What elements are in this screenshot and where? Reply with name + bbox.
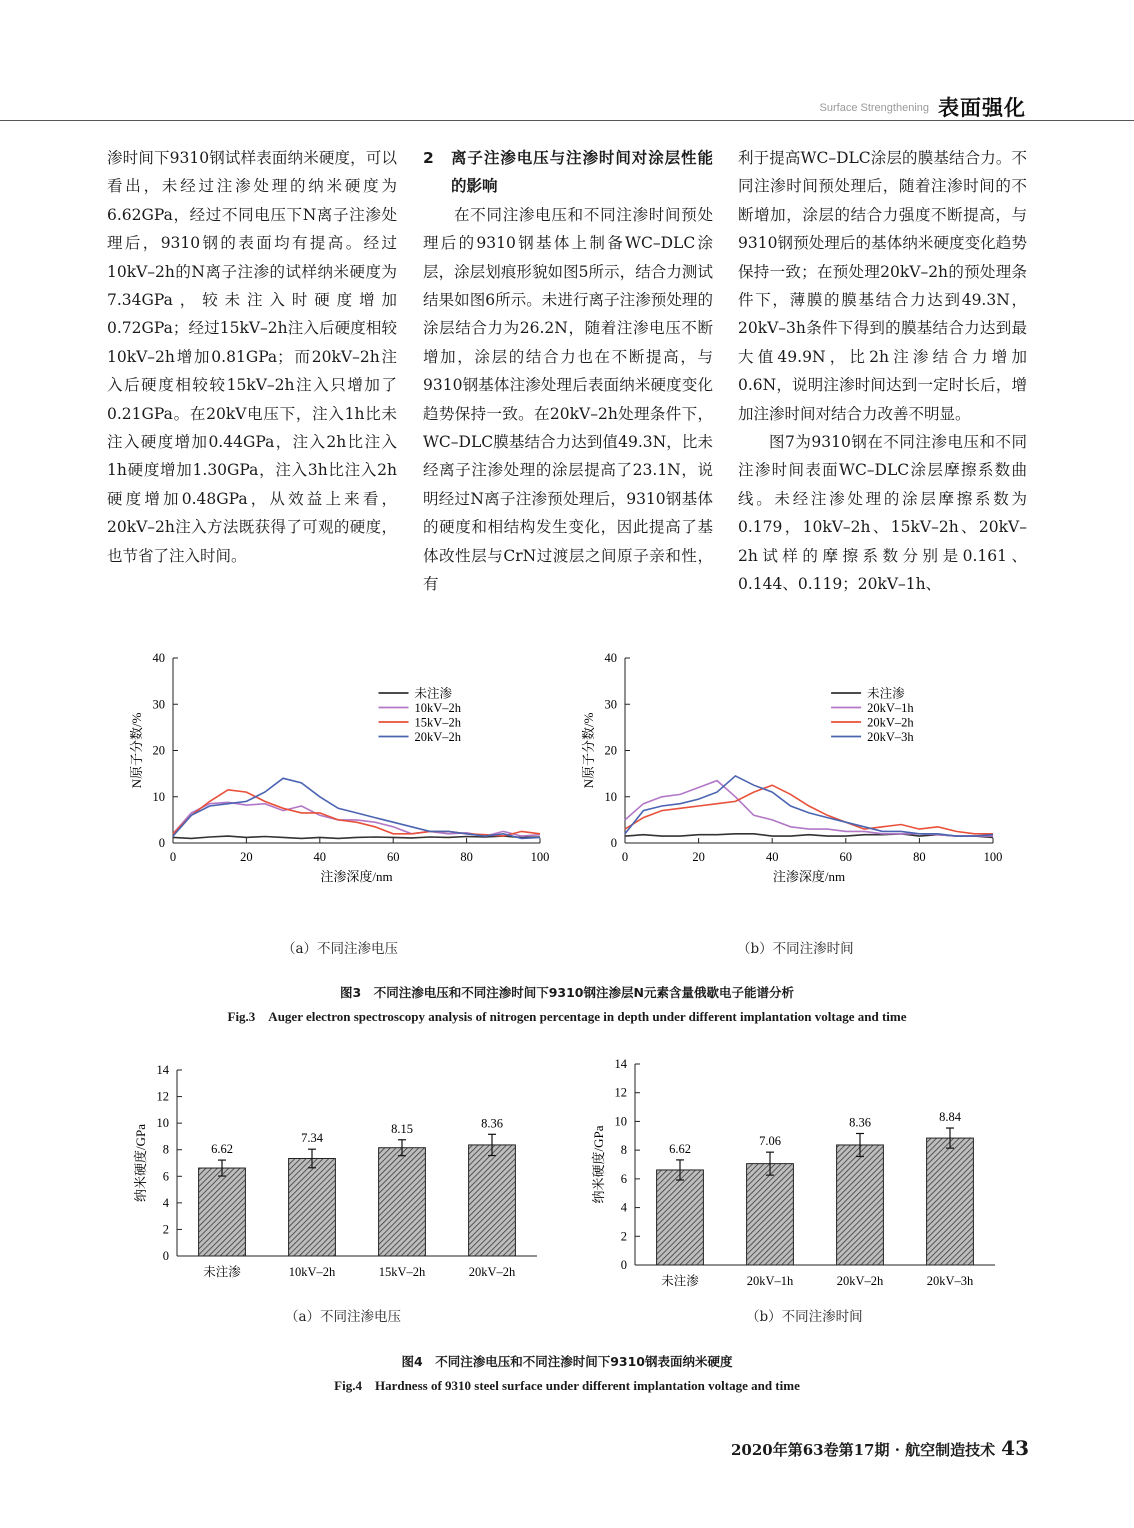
y-tick-label: 4 bbox=[620, 1200, 627, 1215]
x-axis-label: 注渗深度/nm bbox=[320, 869, 393, 884]
series-line bbox=[173, 778, 540, 838]
x-tick-label: 100 bbox=[983, 850, 1003, 864]
line-chart-svg bbox=[565, 645, 1005, 915]
journal-info: 2020年第63卷第17期 · 航空制造技术 bbox=[730, 1441, 996, 1459]
y-tick-label: 12 bbox=[156, 1089, 169, 1104]
text-column-1 bbox=[107, 144, 397, 570]
paragraph: 图7为9310钢在不同注渗电压和不同注渗时间表面WC–DLC涂层摩擦系数曲线。未经注渗处理的涂层摩擦系数为0.179，10kV–2h、15kV–2h、20kV–2h试样的摩擦系数分别是0.161、0.144、0.119；20kV–1h、 bbox=[738, 433, 1027, 594]
y-tick-label: 6 bbox=[162, 1169, 169, 1184]
category-label: 未注渗 bbox=[203, 1265, 241, 1279]
category-label: 20kV–3h bbox=[926, 1274, 974, 1288]
category-label: 20kV–2h bbox=[468, 1265, 516, 1279]
bar bbox=[657, 1170, 704, 1265]
y-tick-label: 10 bbox=[604, 789, 617, 804]
data-label: 8.36 bbox=[481, 1116, 503, 1131]
header-rule bbox=[0, 120, 1134, 121]
y-tick-label: 2 bbox=[620, 1229, 627, 1244]
y-tick-label: 40 bbox=[604, 651, 617, 665]
y-tick-label: 30 bbox=[152, 697, 165, 712]
x-tick-label: 20 bbox=[240, 850, 253, 864]
paragraph: 渗时间下9310钢试样表面纳米硬度，可以看出，未经过注渗处理的纳米硬度为6.62GPa，经过不同电压下N离子注渗处理后，9310钢的表面均有提高。经过10kV–2h的N离子注渗的试样纳米硬度为7.34GPa，较未注入时硬度增加0.72GPa；经过15kV–2h注入后硬度相较10kV–2h增加0.81GPa；而20kV–2h注入后硬度相较较15kV–2h注入只增加了0.21GPa。在20kV电压下，注入1h比未注入硬度增加0.44GPa，注入2h比注入1h硬度增加1.30GPa，注入3h比注入2h硬度增加0.48GPa，从效益上来看，20kV–2h注入方法既获得了可观的硬度，也节省了注入时间。 bbox=[107, 149, 397, 565]
legend-label: 未注渗 bbox=[414, 686, 453, 701]
legend-label: 20kV–1h bbox=[867, 701, 914, 715]
bar bbox=[199, 1168, 246, 1256]
header-chinese: 表面强化 bbox=[938, 96, 1026, 120]
data-label: 7.06 bbox=[759, 1134, 781, 1149]
page-footer bbox=[731, 1436, 1029, 1460]
section-heading bbox=[423, 144, 713, 201]
fig4-caption-cn: 图4 不同注渗电压和不同注渗时间下9310钢表面纳米硬度 bbox=[401, 1354, 733, 1369]
y-tick-label: 10 bbox=[152, 789, 165, 804]
category-label: 20kV–2h bbox=[836, 1274, 884, 1288]
bar bbox=[747, 1164, 794, 1265]
bar bbox=[469, 1145, 516, 1256]
y-tick-label: 0 bbox=[620, 1258, 627, 1272]
x-tick-label: 0 bbox=[169, 850, 177, 864]
paragraph: 利于提高WC–DLC涂层的膜基结合力。不同注渗时间预处理后，随着注渗时间的不断增加，涂层的结合力强度不断提高，与9310钢预处理后的基体纳米硬度变化趋势保持一致；在预处理20kV–2h的预处理条件下，薄膜的膜基结合力达到49.3N，20kV–3h条件下得到的膜基结合力达到最大值49.9N，比2h注渗结合力增加0.6N，说明注渗时间达到一定时长后，增加注渗时间对结合力改善不明显。 bbox=[738, 149, 1027, 423]
fig3a-line-chart bbox=[110, 645, 550, 915]
bar-chart-svg bbox=[578, 1055, 1018, 1288]
legend-label: 20kV–2h bbox=[414, 730, 462, 744]
paragraph: 在不同注渗电压和不同注渗时间预处理后的9310钢基体上制备WC–DLC涂层，涂层划痕形貌如图5所示，结合力测试结果如图6所示。未进行离子注渗预处理的涂层结合力为26.2N，随着注渗电压不断增加，涂层的结合力也在不断提高，与9310钢基体注渗处理后表面纳米硬度变化趋势保持一致。在20kV–2h处理条件下，WC–DLC膜基结合力达到值49.3N，比未经离子注渗处理的涂层提高了23.1N，说明经过N离子注渗预处理后，9310钢基体的硬度和相结构发生变化，因此提高了基体改性层与CrN过渡层之间原子亲和性，有 bbox=[423, 205, 713, 594]
y-axis-label: 纳米硬度/GPa bbox=[133, 1123, 148, 1203]
section-number: 2 bbox=[423, 149, 434, 167]
legend-label: 20kV–2h bbox=[867, 715, 914, 730]
y-tick-label: 0 bbox=[162, 1249, 169, 1263]
text-column-2 bbox=[423, 144, 713, 599]
y-tick-label: 10 bbox=[614, 1114, 627, 1129]
x-tick-label: 40 bbox=[313, 850, 327, 864]
legend-label: 15kV–2h bbox=[414, 715, 462, 730]
y-axis-label: N原子分数/% bbox=[581, 712, 596, 789]
bar bbox=[379, 1148, 426, 1256]
y-tick-label: 0 bbox=[610, 836, 617, 850]
fig3a-subcaption: （a）不同注渗电压 bbox=[282, 941, 399, 957]
x-tick-label: 80 bbox=[460, 850, 473, 864]
text-column-3 bbox=[738, 144, 1027, 599]
line-chart-svg bbox=[110, 645, 550, 915]
fig3-caption-cn: 图3 不同注渗电压和不同注渗时间下9310钢注渗层N元素含量俄歇电子能谱分析 bbox=[340, 985, 794, 1000]
y-tick-label: 2 bbox=[162, 1222, 169, 1237]
y-tick-label: 8 bbox=[620, 1143, 627, 1158]
x-tick-label: 60 bbox=[386, 850, 400, 864]
bar bbox=[289, 1158, 336, 1256]
fig4b-subcaption: （b）不同注渗时间 bbox=[746, 1309, 863, 1325]
x-tick-label: 100 bbox=[530, 850, 550, 864]
fig4a-bar-chart bbox=[110, 1060, 550, 1290]
category-label: 20kV–1h bbox=[746, 1274, 794, 1288]
data-label: 7.34 bbox=[301, 1131, 323, 1146]
y-tick-label: 4 bbox=[162, 1195, 169, 1210]
y-tick-label: 20 bbox=[604, 743, 617, 758]
y-tick-label: 40 bbox=[152, 651, 165, 665]
y-axis-label: 纳米硬度/GPa bbox=[591, 1125, 606, 1204]
y-tick-label: 14 bbox=[156, 1063, 169, 1077]
legend-label: 10kV–2h bbox=[414, 701, 462, 715]
section-title: 离子注渗电压与注渗时间对涂层性能的影响 bbox=[451, 149, 713, 196]
fig4b-bar-chart bbox=[578, 1055, 1018, 1288]
bar bbox=[837, 1145, 884, 1265]
data-label: 6.62 bbox=[211, 1142, 233, 1157]
y-tick-label: 0 bbox=[158, 836, 165, 850]
bar bbox=[927, 1138, 974, 1265]
x-tick-label: 0 bbox=[621, 850, 629, 864]
category-label: 未注渗 bbox=[661, 1274, 699, 1288]
y-tick-label: 8 bbox=[162, 1142, 169, 1157]
y-tick-label: 6 bbox=[620, 1171, 627, 1186]
fig3b-line-chart bbox=[565, 645, 1005, 915]
y-tick-label: 14 bbox=[614, 1057, 627, 1071]
x-tick-label: 40 bbox=[765, 850, 779, 864]
y-tick-label: 12 bbox=[614, 1085, 627, 1100]
fig3b-subcaption: （b）不同注渗时间 bbox=[737, 941, 854, 957]
header-english: Surface Strengthening bbox=[819, 102, 929, 114]
data-label: 6.62 bbox=[669, 1141, 691, 1156]
y-tick-label: 20 bbox=[152, 743, 165, 758]
y-tick-label: 30 bbox=[604, 697, 617, 712]
data-label: 8.84 bbox=[939, 1110, 961, 1125]
bar-chart-svg bbox=[110, 1060, 550, 1290]
category-label: 10kV–2h bbox=[288, 1265, 336, 1279]
series-line bbox=[625, 785, 993, 834]
fig3-caption-en: Fig.3 Auger electron spectroscopy analysis of nitrogen percentage in depth under different implantation voltage and time bbox=[227, 1009, 907, 1024]
page-number: 43 bbox=[1001, 1436, 1029, 1460]
y-axis-label: N原子分数/% bbox=[129, 712, 144, 789]
series-line bbox=[173, 802, 540, 836]
x-tick-label: 20 bbox=[692, 850, 705, 864]
legend-label: 20kV–3h bbox=[867, 730, 914, 744]
x-axis-label: 注渗深度/nm bbox=[772, 869, 846, 884]
fig4-caption-en: Fig.4 Hardness of 9310 steel surface under different implantation voltage and time bbox=[334, 1378, 800, 1393]
x-tick-label: 80 bbox=[913, 850, 926, 864]
x-tick-label: 60 bbox=[839, 850, 853, 864]
data-label: 8.36 bbox=[849, 1115, 871, 1130]
y-tick-label: 10 bbox=[156, 1116, 169, 1131]
fig4a-subcaption: （a）不同注渗电压 bbox=[285, 1309, 402, 1325]
legend-label: 未注渗 bbox=[867, 686, 905, 701]
category-label: 15kV–2h bbox=[378, 1265, 426, 1279]
data-label: 8.15 bbox=[391, 1121, 413, 1136]
